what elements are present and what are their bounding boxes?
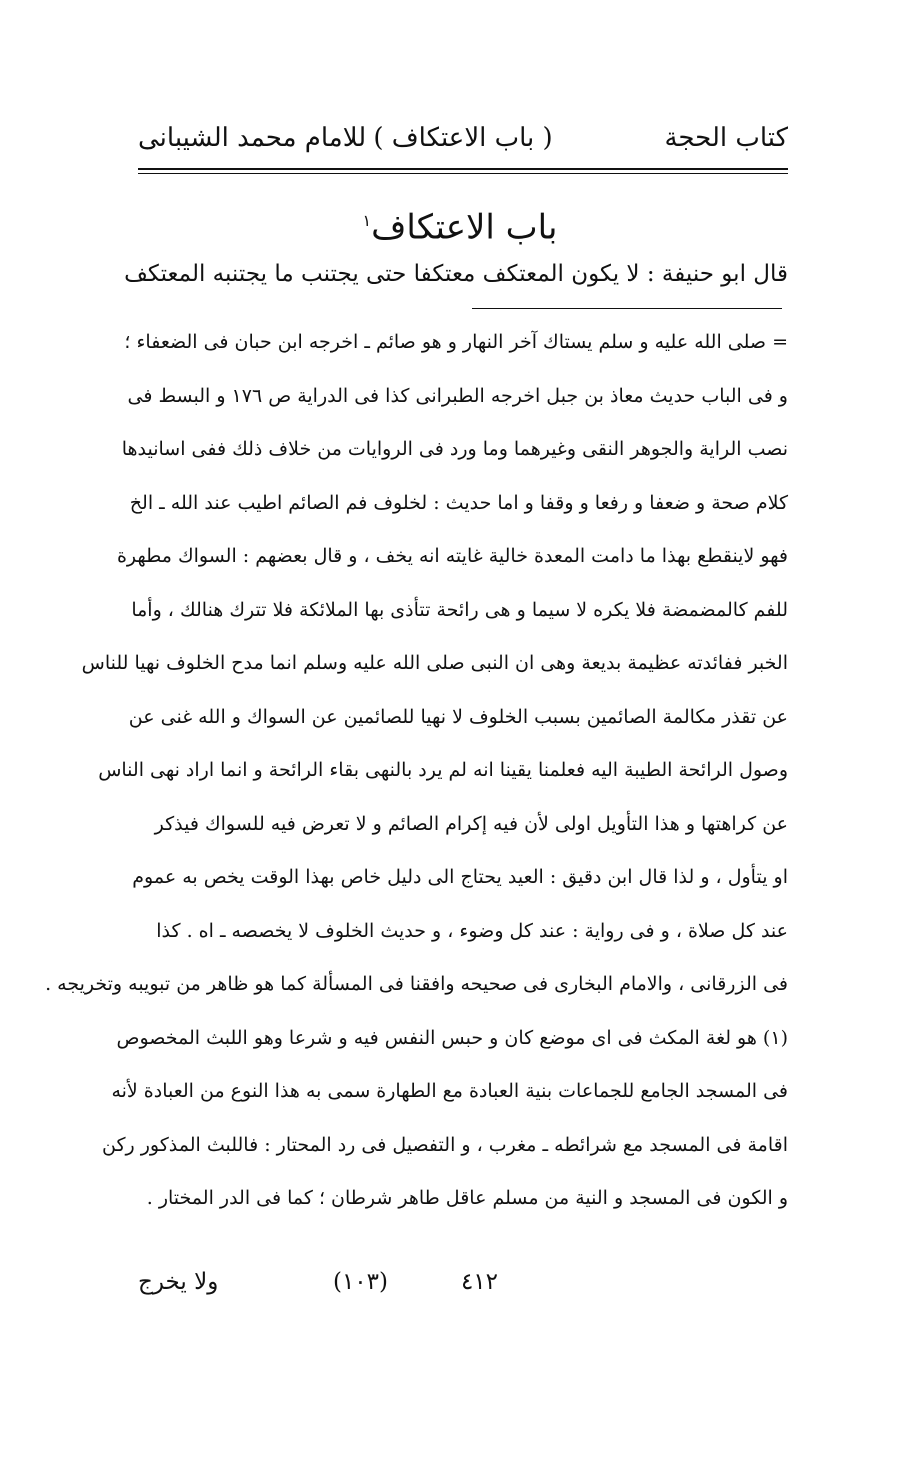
footnote-line: فى الزرقانى ، والامام البخارى فى صحيحه وافقنا فى المسألة كما هو ظاهر من تبويبه وتخريجه .: [45, 973, 788, 995]
footnote-line: وصول الرائحة الطيبة اليه فعلمنا يقينا انه لم يرد بالنهى بقاء الرائحة و انما اراد نهى الناس: [98, 759, 788, 781]
header-author: للامام محمد الشيبانى: [138, 123, 367, 153]
footnote-line: (١) هو لغة المكث فى اى موضع كان و حبس النفس فيه و شرعا وهو اللبث المخصوص: [116, 1026, 788, 1049]
footnote-line: و فى الباب حديث معاذ بن جبل اخرجه الطبرانى كذا فى الدراية ص ١٧٦ و البسط فى: [127, 384, 788, 407]
page-number: ٤١٢: [460, 1269, 498, 1295]
chapter-footnote-mark: ١: [362, 211, 372, 230]
header-chapter-title: ( باب الاعتكاف ): [373, 123, 553, 153]
footnote-line: عن تقذر مكالمة الصائمين بسبب الخلوف لا نهيا للصائمين عن السواك و الله غنى عن: [128, 705, 788, 728]
running-header: [138, 118, 788, 162]
chapter-heading: [0, 196, 920, 252]
main-text-line: قال ابو حنيفة : لا يكون المعتكف معتكفا حتى يجتنب ما يجتنبه المعتكف: [124, 261, 788, 287]
catchword: ولا يخرج: [138, 1269, 219, 1295]
footnote-separator: [472, 308, 782, 309]
footnote-line: فهو لاينقطع بهذا ما دامت المعدة خالية غايته انه يخف ، و قال بعضهم : السواك مطهرة: [116, 545, 788, 567]
footnotes: [45, 320, 788, 1230]
header-double-rule: [138, 168, 788, 174]
footnote-line: عن كراهتها و هذا التأويل اولى لأن فيه إكرام الصائم و لا تعرض فيه للسواك فيذكر: [154, 812, 788, 835]
footnote-line: كلام صحة و ضعفا و رفعا و وقفا و اما حديث : لخلوف فم الصائم اطيب عند الله ـ الخ: [129, 491, 788, 514]
footnote-line: نصب الراية والجوهر النقى وغيرهما وما ورد فى الروايات من خلاف ذلك ففى اسانيدها: [121, 438, 788, 460]
footnote-line: او يتأول ، و لذا قال ابن دقيق : العيد يحتاج الى دليل خاص بهذا الوقت يخص به عموم: [132, 866, 788, 888]
header-book-title: كتاب الحجة: [664, 123, 788, 153]
footnote-line: عند كل صلاة ، و فى رواية : عند كل وضوء ، و حديث الخلوف لا يخصصه ـ اه . كذا: [156, 919, 788, 942]
footnote-line: = صلى الله عليه و سلم يستاك آخر النهار و هو صائم ـ اخرجه ابن حبان فى الضعفاء ؛: [124, 331, 788, 353]
footnote-line: اقامة فى المسجد مع شرائطه ـ مغرب ، و التفصيل فى رد المحتار : فاللبث المذكور ركن: [102, 1133, 788, 1156]
page-footer: [138, 1264, 498, 1304]
volume-number: (١٠٣): [332, 1269, 388, 1295]
chapter-title-text: باب الاعتكاف: [371, 207, 558, 248]
footnote-line: و الكون فى المسجد و النية من مسلم عاقل طاهر شرطان ؛ كما فى الدر المختار .: [146, 1187, 788, 1209]
footnote-line: فى المسجد الجامع للجماعات بنية العبادة مع الطهارة سمى به هذا النوع من العبادة لأنه: [111, 1080, 788, 1102]
footnote-line: للفم كالمضمضة فلا يكره لا سيما و هى رائحة تتأذى بها الملائكة فلا تترك هنالك ، وأما: [131, 598, 788, 621]
footnote-line: الخبر ففائدته عظيمة بديعة وهى ان النبى صلى الله عليه وسلم انما مدح الخلوف نهيا للناس: [81, 652, 788, 674]
